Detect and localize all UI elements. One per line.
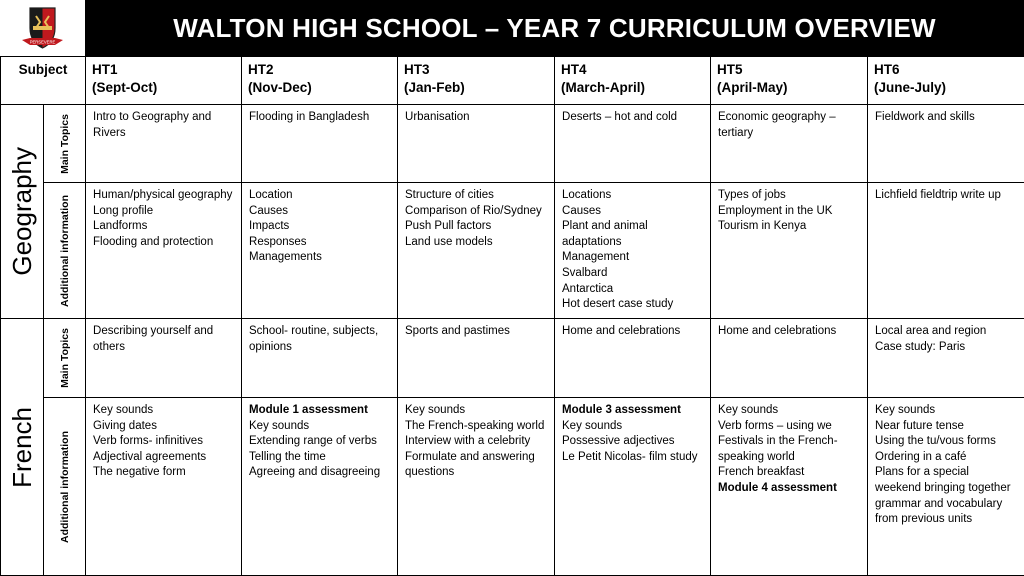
cell-line: Deserts – hot and cold: [562, 110, 704, 126]
term-code: HT1: [92, 61, 235, 79]
curriculum-cell: [86, 319, 242, 398]
cell-line: Employment in the UK: [718, 204, 861, 220]
subject-name-cell: [1, 105, 44, 319]
curriculum-cell: [555, 319, 711, 398]
curriculum-cell: [555, 398, 711, 576]
cell-line: The French-speaking world: [405, 419, 548, 435]
cell-line: Landforms: [93, 219, 235, 235]
cell-line: Lichfield fieldtrip write up: [875, 188, 1018, 204]
row-label: Main Topics: [59, 328, 71, 388]
curriculum-cell: [398, 105, 555, 183]
cell-line: Long profile: [93, 204, 235, 220]
cell-line: School- routine, subjects, opinions: [249, 324, 391, 355]
curriculum-cell: [242, 105, 398, 183]
term-header: [711, 57, 868, 105]
row-label: Additional information: [59, 195, 71, 307]
subject-header: Subject: [1, 57, 86, 105]
cell-line: Economic geography – tertiary: [718, 110, 861, 141]
cell-line: Antarctica: [562, 282, 704, 298]
curriculum-cell: [711, 105, 868, 183]
page-title: WALTON HIGH SCHOOL – YEAR 7 CURRICULUM OVERVIEW: [85, 0, 1024, 56]
cell-line: Ordering in a café: [875, 450, 1018, 466]
row-label: Main Topics: [59, 114, 71, 174]
term-code: HT5: [717, 61, 861, 79]
cell-line: Location: [249, 188, 391, 204]
curriculum-cell: [398, 398, 555, 576]
subject-name: French: [7, 407, 37, 488]
svg-text:PERSEVERE: PERSEVERE: [30, 40, 56, 45]
term-code: HT4: [561, 61, 704, 79]
cell-line: Near future tense: [875, 419, 1018, 435]
cell-line: Causes: [249, 204, 391, 220]
cell-line: Key sounds: [405, 403, 548, 419]
cell-line: Push Pull factors: [405, 219, 548, 235]
term-header: [86, 57, 242, 105]
curriculum-cell: [868, 105, 1024, 183]
term-dates: (Sept-Oct): [92, 79, 235, 97]
table-row: [1, 319, 1024, 398]
cell-line: Home and celebrations: [718, 324, 861, 340]
term-header: [398, 57, 555, 105]
curriculum-cell: [242, 319, 398, 398]
curriculum-cell: [711, 398, 868, 576]
cell-line: Plans for a special weekend bringing together grammar and vocabulary from previous units: [875, 465, 1018, 527]
cell-line: Key sounds: [93, 403, 235, 419]
cell-line: Festivals in the French-speaking world: [718, 434, 861, 465]
row-label-cell: [44, 105, 86, 183]
cell-line: Managements: [249, 250, 391, 266]
curriculum-cell: [868, 398, 1024, 576]
subject-name-cell: [1, 319, 44, 576]
table-row: [1, 183, 1024, 319]
table-row: [1, 105, 1024, 183]
cell-line: Possessive adjectives: [562, 434, 704, 450]
cell-line: Interview with a celebrity: [405, 434, 548, 450]
curriculum-cell: [242, 183, 398, 319]
row-label: Additional information: [59, 431, 71, 543]
term-header: [555, 57, 711, 105]
curriculum-table: [0, 56, 1024, 576]
cell-line: Types of jobs: [718, 188, 861, 204]
term-dates: (March-April): [561, 79, 704, 97]
term-dates: (June-July): [874, 79, 1018, 97]
cell-line: The negative form: [93, 465, 235, 481]
cell-line: Module 3 assessment: [562, 403, 704, 419]
cell-line: Key sounds: [718, 403, 861, 419]
curriculum-cell: [86, 183, 242, 319]
curriculum-cell: [868, 319, 1024, 398]
curriculum-cell: [86, 398, 242, 576]
cell-line: Le Petit Nicolas- film study: [562, 450, 704, 466]
table-row: [1, 398, 1024, 576]
cell-line: Key sounds: [875, 403, 1018, 419]
term-code: HT6: [874, 61, 1018, 79]
term-code: HT2: [248, 61, 391, 79]
cell-line: Agreeing and disagreeing: [249, 465, 391, 481]
cell-line: Case study: Paris: [875, 340, 1018, 356]
curriculum-cell: [398, 183, 555, 319]
cell-line: Flooding in Bangladesh: [249, 110, 391, 126]
cell-line: Land use models: [405, 235, 548, 251]
subject-name: Geography: [7, 147, 37, 276]
cell-line: Intro to Geography and Rivers: [93, 110, 235, 141]
cell-line: French breakfast: [718, 465, 861, 481]
cell-line: Telling the time: [249, 450, 391, 466]
cell-line: Locations: [562, 188, 704, 204]
cell-line: Key sounds: [562, 419, 704, 435]
cell-line: Describing yourself and others: [93, 324, 235, 355]
cell-line: Local area and region: [875, 324, 1018, 340]
term-dates: (Jan-Feb): [404, 79, 548, 97]
header-row: [1, 57, 1024, 105]
term-dates: (Nov-Dec): [248, 79, 391, 97]
cell-line: Key sounds: [249, 419, 391, 435]
cell-line: Comparison of Rio/Sydney: [405, 204, 548, 220]
cell-line: Adjectival agreements: [93, 450, 235, 466]
cell-line: Responses: [249, 235, 391, 251]
cell-line: Extending range of verbs: [249, 434, 391, 450]
cell-line: Impacts: [249, 219, 391, 235]
cell-line: Using the tu/vous forms: [875, 434, 1018, 450]
row-label-cell: [44, 398, 86, 576]
school-logo: [0, 0, 85, 56]
curriculum-cell: [86, 105, 242, 183]
curriculum-cell: [711, 183, 868, 319]
curriculum-cell: [868, 183, 1024, 319]
cell-line: Formulate and answering questions: [405, 450, 548, 481]
term-header: [868, 57, 1024, 105]
cell-line: Verb forms- infinitives: [93, 434, 235, 450]
cell-line: Fieldwork and skills: [875, 110, 1018, 126]
cell-line: Urbanisation: [405, 110, 548, 126]
curriculum-cell: [555, 105, 711, 183]
cell-line: Home and celebrations: [562, 324, 704, 340]
term-code: HT3: [404, 61, 548, 79]
cell-line: Sports and pastimes: [405, 324, 548, 340]
cell-line: Human/physical geography: [93, 188, 235, 204]
cell-line: Hot desert case study: [562, 297, 704, 313]
cell-line: Verb forms – using we: [718, 419, 861, 435]
cell-line: Causes: [562, 204, 704, 220]
term-header: [242, 57, 398, 105]
cell-line: Structure of cities: [405, 188, 548, 204]
cell-line: Module 4 assessment: [718, 481, 861, 497]
cell-line: Plant and animal adaptations: [562, 219, 704, 250]
curriculum-cell: [398, 319, 555, 398]
row-label-cell: [44, 319, 86, 398]
cell-line: Management: [562, 250, 704, 266]
cell-line: Tourism in Kenya: [718, 219, 861, 235]
curriculum-cell: [242, 398, 398, 576]
curriculum-cell: [555, 183, 711, 319]
cell-line: Flooding and protection: [93, 235, 235, 251]
curriculum-cell: [711, 319, 868, 398]
row-label-cell: [44, 183, 86, 319]
cell-line: Module 1 assessment: [249, 403, 391, 419]
cell-line: Svalbard: [562, 266, 704, 282]
cell-line: Giving dates: [93, 419, 235, 435]
term-dates: (April-May): [717, 79, 861, 97]
